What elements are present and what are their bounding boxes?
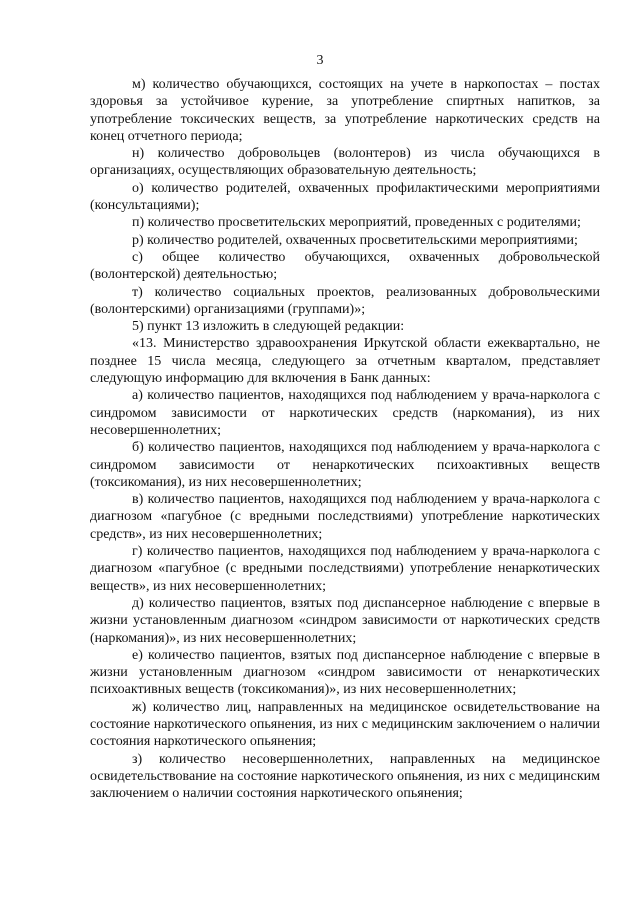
- paragraph-r: р) количество родителей, охваченных просветительскими мероприятиями;: [132, 232, 578, 248]
- paragraph-m: м) количество обучающихся, состоящих на учете в наркопостах – постах здоровья за устойчивое курение, за употребление спиртных напитков, за употребление токсических веществ, за употребление наркотических средств на конец отчетного периода;: [90, 77, 600, 144]
- paragraph-g: г) количество пациентов, находящихся под наблюдением у врача-нарколога с диагнозом «пагубное (с вредными последствиями) употребление ненаркотических веществ», из них несовершеннолетних;: [90, 544, 600, 594]
- paragraph-t: т) количество социальных проектов, реализованных добровольческими (волонтерскими) организациями (группами)»;: [90, 284, 600, 317]
- paragraph-zh: ж) количество лиц, направленных на медицинское освидетельствование на состояние наркотического опьянения, из них с медицинским заключением о наличии состояния наркотического опьянения;: [90, 699, 600, 750]
- paragraph-d: д) количество пациентов, взятых под диспансерное наблюдение с впервые в жизни установленным диагнозом «синдром зависимости от наркотических средств (наркомания)», из них несовершеннолетних;: [90, 595, 600, 646]
- paragraph-s: с) общее количество обучающихся, охваченных добровольческой (волонтерской) деятельностью;: [90, 249, 600, 283]
- paragraph-a: а) количество пациентов, находящихся под наблюдением у врача-нарколога с синдромом зависимости от наркотических средств (наркомания), из них несовершеннолетних;: [90, 388, 600, 438]
- page-number: 3: [316, 53, 324, 68]
- paragraph-o: о) количество родителей, охваченных профилактическими мероприятиями (консультациями);: [90, 180, 600, 214]
- paragraph-v: в) количество пациентов, находящихся под наблюдением у врача-нарколога с диагнозом «пагубное (с вредными последствиями) употребление наркотических средств», из них несовершеннолетних;: [90, 492, 600, 542]
- document-body: [90, 76, 600, 802]
- paragraph-e: е) количество пациентов, взятых под диспансерное наблюдение с впервые в жизни установленным диагнозом «синдром зависимости от ненаркотических психоактивных веществ (токсикомания)», из них несовершеннолетних;: [90, 647, 600, 698]
- paragraph-n: н) количество добровольцев (волонтеров) из числа обучающихся в организациях, осуществляющих образовательную деятельность;: [90, 146, 600, 179]
- paragraph-item-5: 5) пункт 13 изложить в следующей редакции:: [132, 319, 405, 335]
- paragraph-z: з) количество несовершеннолетних, направленных на медицинское освидетельствование на состояние наркотического опьянения, из них с медицинским заключением о наличии состояния наркотического опьянения;: [90, 751, 600, 802]
- paragraph-p: п) количество просветительских мероприятий, проведенных с родителями;: [132, 215, 581, 231]
- paragraph-clause-13: «13. Министерство здравоохранения Иркутской области ежеквартально, не позднее 15 числа месяца, следующего за отчетным кварталом, представляет следующую информацию для включения в Банк данных:: [90, 336, 600, 387]
- paragraph-b: б) количество пациентов, находящихся под наблюдением у врача-нарколога с синдромом зависимости от ненаркотических психоактивных веществ (токсикомания), из них несовершеннолетних;: [90, 440, 600, 490]
